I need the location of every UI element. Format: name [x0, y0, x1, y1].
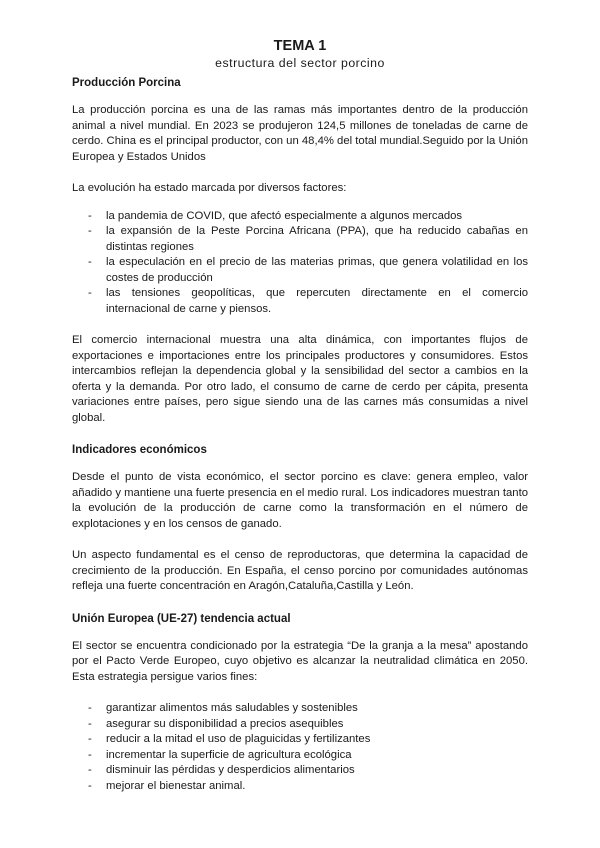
bullet-dash: - — [88, 256, 92, 268]
section-heading-indicadores: Indicadores económicos — [72, 444, 207, 456]
list-item: - disminuir las pérdidas y desperdicios alimentarios — [72, 763, 528, 779]
list-item: - las tensiones geopolíticas, que repercuten directamente en el comercio internacional de carne y piensos. — [88, 287, 528, 315]
document-subtitle: estructura del sector porcino — [215, 56, 385, 70]
section-heading-produccion: Producción Porcina — [72, 77, 181, 89]
bullet-dash: - — [88, 733, 92, 745]
bullet-dash: - — [88, 764, 92, 776]
paragraph-produccion-3: El comercio internacional muestra una alta dinámica, con importantes flujos de exportaciones e importaciones entre los principales productores y consumidores. Estos intercambios reflejan la dependencia global y la sensibilidad del sector a cambios en la oferta y la demanda. Por otro lado, el consumo de carne de cerdo per cápita, presenta variaciones entre países, pero sigue siendo una de las carnes más consumidas a nivel global. — [72, 334, 528, 424]
list-item: - incrementar la superficie de agricultura ecológica — [72, 748, 528, 764]
paragraph-produccion-2: La evolución ha estado marcada por diversos factores: — [72, 182, 347, 194]
paragraph-indicadores-2: Un aspecto fundamental es el censo de reproductoras, que determina la capacidad de crecimiento de la producción. En España, el censo porcino por comunidades autónomas refleja una fuerte concentración en Aragón,Cataluña,Castilla y León. — [72, 549, 528, 592]
paragraph-indicadores-1: Desde el punto de vista económico, el sector porcino es clave: genera empleo, valor añadido y mantiene una fuerte presencia en el medio rural. Los indicadores muestran tanto la evolución de la producción de carne como la transformación en el número de explotaciones y en los censos de ganado. — [72, 471, 528, 530]
bullet-dash: - — [88, 702, 92, 714]
goals-list — [72, 701, 528, 794]
list-item: - garantizar alimentos más saludables y sostenibles — [72, 701, 528, 717]
document-title: TEMA 1 — [273, 38, 327, 54]
bullet-dash: - — [88, 209, 92, 222]
list-item: - la pandemia de COVID, que afectó especialmente a algunos mercados — [72, 209, 528, 225]
list-item: - reducir a la mitad el uso de plaguicidas y fertilizantes — [72, 732, 528, 748]
list-item: - la especulación en el precio de las materias primas, que genera volatilidad en los costes de producción — [88, 256, 528, 284]
bullet-dash: - — [88, 717, 92, 730]
paragraph-ue-1: El sector se encuentra condicionado por la estrategia “De la granja a la mesa” apostando por el Pacto Verde Europeo, cuyo objetivo es alcanzar la neutralidad climática en 2050. Esta estrategia persigue varios fines: — [72, 639, 528, 683]
bullet-dash: - — [88, 748, 92, 761]
section-heading-ue: Unión Europea (UE-27) tendencia actual — [72, 612, 291, 625]
factors-list — [72, 209, 528, 318]
list-item: - la expansión de la Peste Porcina Africana (PPA), que ha reducido cabañas en distintas regiones — [88, 225, 528, 253]
list-item: - mejorar el bienestar animal. — [72, 779, 528, 795]
bullet-dash: - — [88, 287, 92, 299]
bullet-dash: - — [88, 779, 92, 792]
paragraph-produccion-1: La producción porcina es una de las ramas más importantes dentro de la producción animal a nivel mundial. En 2023 se produjeron 124,5 millones de toneladas de carne de cerdo. China es el principal productor, con un 48,4% del total mundial.Seguido por la Unión Europea y Estados Unidos — [72, 104, 528, 163]
list-item: - asegurar su disponibilidad a precios asequibles — [72, 717, 528, 733]
bullet-dash: - — [88, 225, 92, 237]
